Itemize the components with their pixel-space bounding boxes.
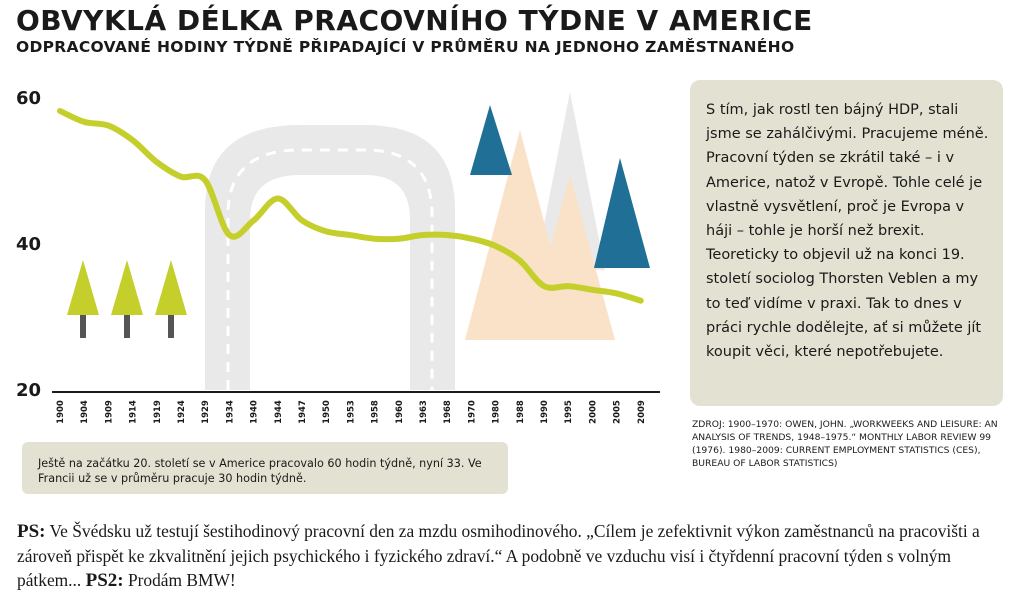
- x-tick-label: 1953: [346, 400, 357, 424]
- x-tick-label: 1944: [273, 400, 284, 424]
- x-tick-label: 1904: [80, 400, 91, 424]
- x-tick-labels: [56, 400, 647, 424]
- small-trees-decoration: [67, 260, 187, 338]
- y-tick-label: 20: [16, 380, 42, 401]
- note-text: Ještě na začátku 20. století se v Americe pracovalo 60 hodin týdně, nyní 33. Ve Francii už se v průměru pracuje 30 hodin týdně.: [38, 457, 482, 485]
- ps2-label: PS2:: [85, 570, 124, 591]
- x-tick-label: 1963: [419, 400, 429, 424]
- road-decoration: [205, 125, 455, 390]
- x-tick-label: 1919: [152, 400, 163, 424]
- x-tick-label: 1968: [443, 400, 454, 424]
- chart-title: OBVYKLÁ DÉLKA PRACOVNÍHO TÝDNE V AMERICE: [16, 4, 813, 37]
- x-tick-label: 2005: [612, 400, 623, 424]
- x-tick-label: 1900: [56, 400, 66, 424]
- info-box: [690, 80, 1003, 406]
- x-tick-label: 1934: [225, 400, 236, 424]
- mountains-decoration: [465, 92, 650, 340]
- x-tick-label: 2009: [636, 400, 647, 424]
- y-tick-label: 60: [16, 88, 42, 109]
- y-tick-label: 40: [16, 234, 42, 255]
- chart-subtitle: ODPRACOVANÉ HODINY TÝDNĚ PŘIPADAJÍCÍ V PRŮMĚRU NA JEDNOHO ZAMĚSTNANÉHO: [16, 38, 795, 56]
- ps2-text: Prodám BMW!: [127, 570, 236, 590]
- x-tick-label: 1924: [177, 400, 187, 424]
- x-tick-label: 1958: [370, 400, 381, 424]
- x-tick-label: 1990: [540, 400, 550, 424]
- x-tick-label: 1988: [515, 400, 526, 424]
- x-tick-label: 1980: [491, 400, 502, 424]
- ps-text: Ve Švédsku už testují šestihodinový pracovní den za mzdu osmihodinového. „Cílem je zefektivnit výkon zaměstnanců na pracovišti a zároveň přispět ke zkvalitnění jejich psychického i fyzického zdraví.“ A podobně ve vzduchu visí i čtyřdenní pracovní týden s volným pátkem...: [17, 521, 980, 590]
- x-tick-label: 1940: [249, 400, 260, 424]
- x-tick-label: 1960: [394, 400, 405, 424]
- ps-label: PS:: [17, 521, 46, 542]
- x-tick-label: 1914: [128, 400, 139, 424]
- x-tick-label: 2000: [588, 400, 599, 424]
- x-tick-label: 1947: [298, 400, 308, 424]
- x-tick-label: 1970: [467, 400, 478, 424]
- note-box: [22, 442, 508, 494]
- x-tick-label: 1909: [104, 400, 115, 424]
- postscript: [17, 519, 1015, 593]
- chart: [0, 70, 680, 440]
- x-tick-label: 1929: [201, 400, 212, 424]
- source-note: ZDROJ: 1900–1970: OWEN, JOHN. „WORKWEEKS AND LEISURE: AN ANALYSIS OF TRENDS, 1948–1975.“ MONTHLY LABOR REVIEW 99 (1976). 1980–2009: CURRENT EMPLOYMENT STATISTICS (CES), BUREAU OF LABOR STATISTICS): [692, 419, 998, 469]
- x-tick-label: 1950: [322, 400, 333, 424]
- info-text: S tím, jak rostl ten bájný HDP, stali jsme se zahálčivými. Pracujeme méně. Pracovní týden se zkrátil také – i v Americe, natož v Evropě. Tohle celé je vlastně vysvětlení, proč je Evropa v háji – tohle je horší než brexit. Teoreticky to objevil už na konci 19. století sociolog Thorsten Veblen a my to teď vidíme v praxi. Tak to dnes v práci rychle dodělejte, ať si můžete jít koupit věci, které nepotřebujete.: [706, 102, 989, 361]
- x-tick-label: 1995: [564, 400, 575, 424]
